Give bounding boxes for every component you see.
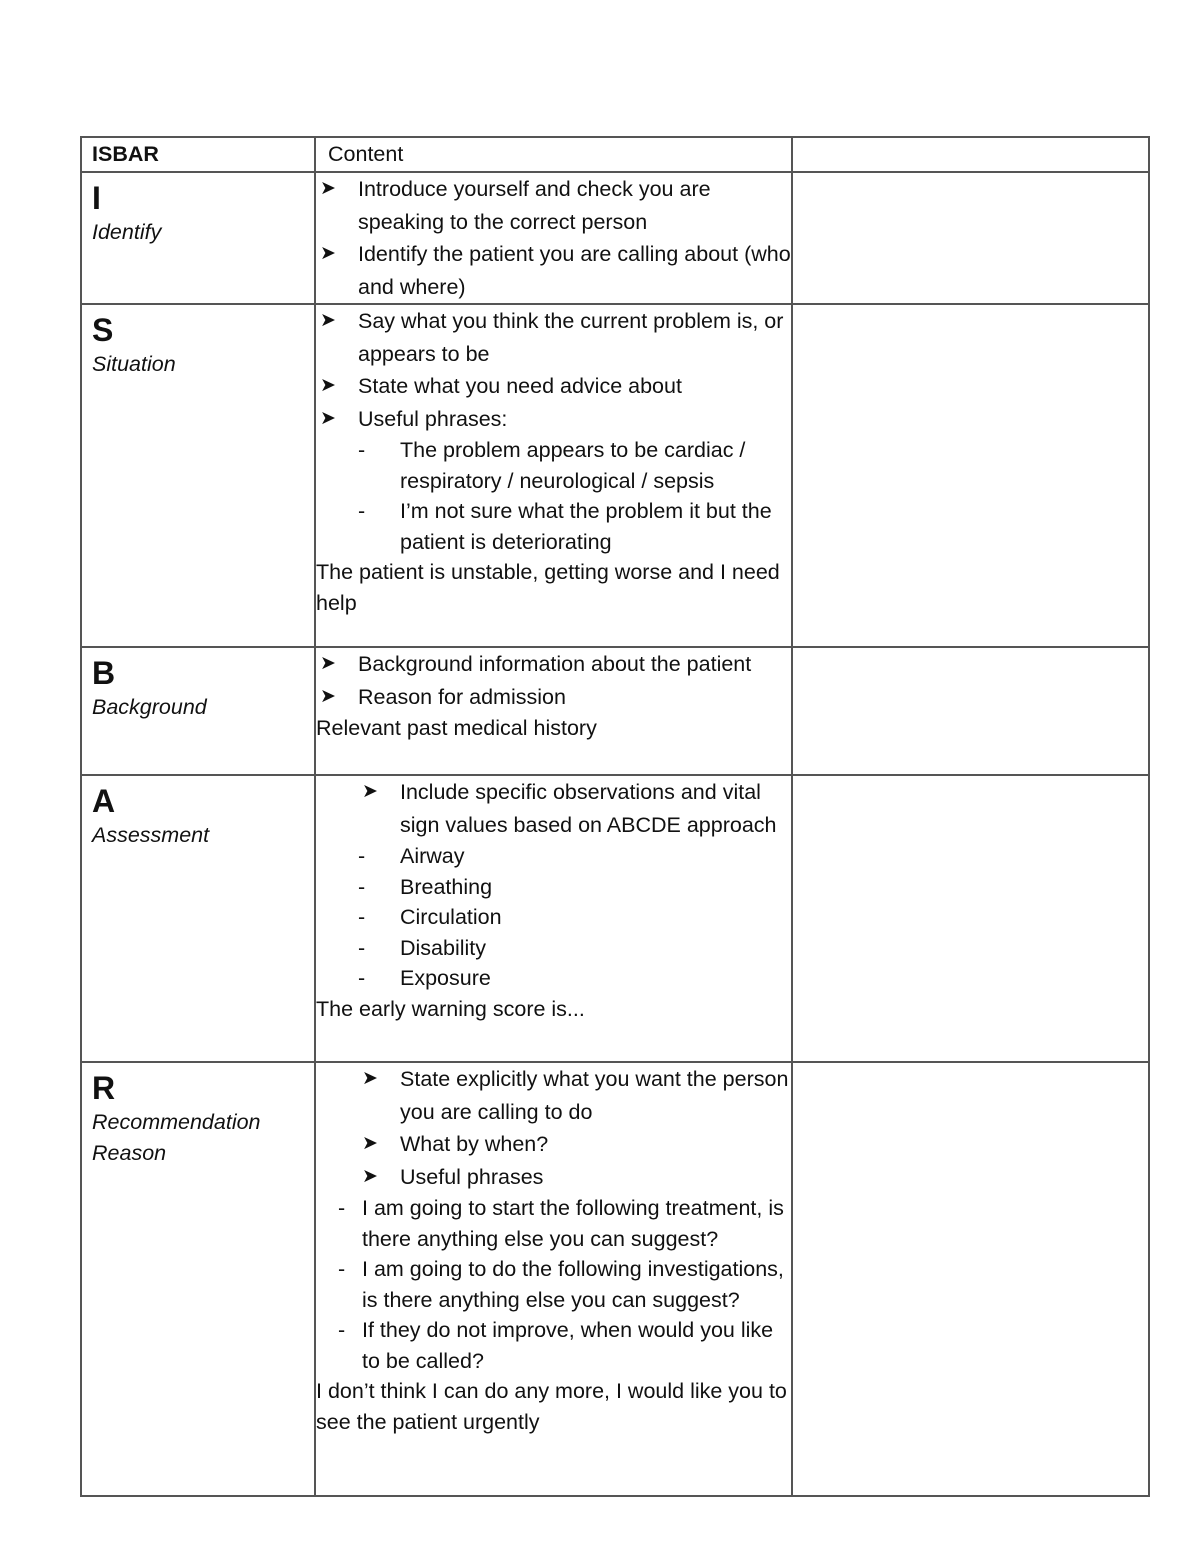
phrase-item: - If they do not improve, when would you like to be called?: [316, 1315, 791, 1376]
label-cell-recommendation: [81, 1062, 315, 1496]
closing-text: I don’t think I can do any more, I would like you to see the patient urgently: [316, 1379, 787, 1434]
bullet-item: ➤ Say what you think the current problem is, or appears to be: [316, 305, 791, 370]
abcde-item: - Circulation: [316, 902, 791, 933]
notes-cell: [792, 775, 1149, 1062]
content-cell-identify: [315, 172, 792, 304]
isbar-word: Assessment: [92, 823, 210, 847]
abcde-item: - Airway: [316, 841, 791, 872]
bullet-item: ➤ Reason for admission: [316, 681, 791, 714]
content-cell-background: [315, 647, 792, 775]
header-isbar: ISBAR: [81, 137, 315, 172]
row-recommendation: [81, 1062, 1149, 1496]
phrase-item: - The problem appears to be cardiac / respiratory / neurological / sepsis: [316, 435, 791, 496]
header-empty: [792, 137, 1149, 172]
isbar-letter: A: [92, 783, 116, 819]
isbar-word: Situation: [92, 352, 176, 376]
row-background: [81, 647, 1149, 775]
notes-cell: [792, 647, 1149, 775]
isbar-letter: R: [92, 1070, 116, 1106]
bullet-item: ➤ State what you need advice about: [316, 370, 791, 403]
bullet-item: ➤ Useful phrases: [316, 1161, 791, 1194]
content-cell-recommendation: [315, 1062, 792, 1496]
table-header-row: [81, 137, 1149, 172]
abcde-item: - Exposure: [316, 963, 791, 994]
closing-text: The patient is unstable, getting worse and I need help: [316, 560, 780, 615]
label-cell-situation: [81, 304, 315, 647]
isbar-word-secondary: Reason: [92, 1141, 167, 1165]
notes-cell: [792, 172, 1149, 304]
closing-text: The early warning score is...: [316, 996, 585, 1021]
label-cell-assessment: [81, 775, 315, 1062]
isbar-word: Identify: [92, 220, 162, 244]
bullet-item: ➤ Useful phrases:: [316, 403, 791, 436]
notes-cell: [792, 1062, 1149, 1496]
bullet-item: ➤ Include specific observations and vital sign values based on ABCDE approach: [316, 776, 791, 841]
closing-text: Relevant past medical history: [316, 716, 597, 740]
isbar-letter: I: [92, 180, 101, 216]
content-cell-situation: [315, 304, 792, 647]
notes-cell: [792, 304, 1149, 647]
isbar-word: Background: [92, 695, 207, 719]
abcde-item: - Disability: [316, 933, 791, 964]
isbar-word: Recommendation: [92, 1110, 261, 1134]
isbar-letter: B: [92, 655, 116, 691]
row-assessment: [81, 775, 1149, 1062]
phrase-item: - I am going to do the following investigations, is there anything else you can suggest?: [316, 1254, 791, 1315]
label-cell-identify: [81, 172, 315, 304]
isbar-letter: S: [92, 312, 114, 348]
row-identify: [81, 172, 1149, 304]
phrase-item: - I am going to start the following treatment, is there anything else you can suggest?: [316, 1193, 791, 1254]
bullet-item: ➤ Introduce yourself and check you are speaking to the correct person: [316, 173, 791, 238]
row-situation: [81, 304, 1149, 647]
bullet-item: ➤ State explicitly what you want the person you are calling to do: [316, 1063, 791, 1128]
bullet-item: ➤ Identify the patient you are calling about (who and where): [316, 238, 791, 303]
label-cell-background: [81, 647, 315, 775]
header-content: Content: [315, 137, 792, 172]
abcde-item: - Breathing: [316, 872, 791, 903]
content-cell-assessment: [315, 775, 792, 1062]
bullet-item: ➤ What by when?: [316, 1128, 791, 1161]
isbar-table: [80, 136, 1150, 1497]
bullet-item: ➤ Background information about the patient: [316, 648, 791, 681]
phrase-item: - I’m not sure what the problem it but the patient is deteriorating: [316, 496, 791, 557]
